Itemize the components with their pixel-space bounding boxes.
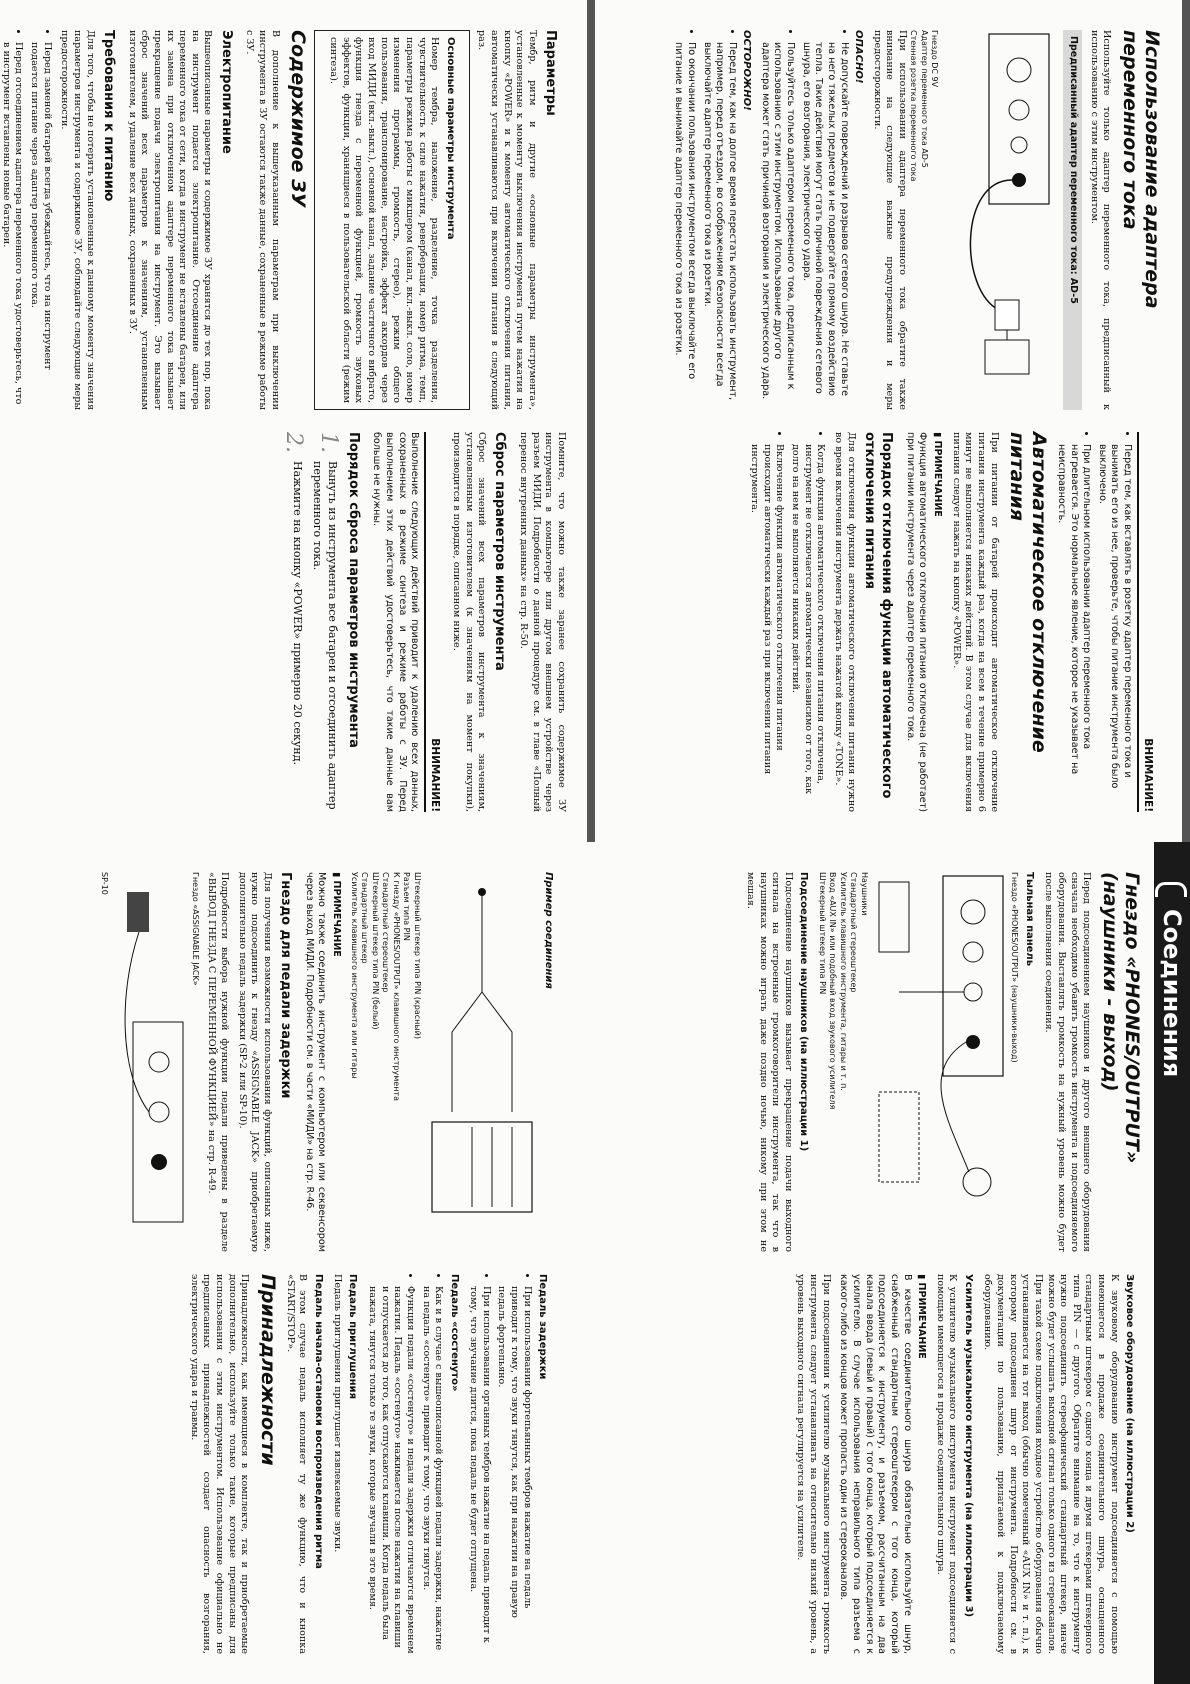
disable-list [747, 432, 826, 812]
auto-off-text: При питании от батарей происходит автоматическое отключение питания инструмента каждый раз, когда на всем в течение примерно 6 минут не выполняется никаких действий. В этом случае для включения питания следует нажать на кнопку «POWER». [950, 432, 1000, 812]
conn3-note: В качестве соединительного шнура обязательно используйте шнур, снабженный стандартным стереоштекером с того конца, который подсоединяется к инструменту, и разъемом, рассчитанным на два канала ввода (левый и правый) с того конца, который подсоединяется к усилителю. В случае использования неправильного типа разъема с какого-либо из концов может пропасть один из стереоканалов. [838, 1274, 913, 1654]
careful-list [672, 30, 738, 410]
disable-text: Для отключения функции автоматического отключения питания нужно во время включения инструмента держать нажатой кнопку «TONE». [833, 432, 857, 812]
step-1 [310, 432, 339, 812]
danger-heading: ОПАСНО! [852, 30, 864, 84]
requirements-after: Помните, что можно также заранее сохранить содержимое ЗУ инструмента в компьютере или другом внешнем устройстве через разъем МИДИ. Подробности о данной процедуре см. в главе «Полный перенос внутренних данных» на стр. R-50. [518, 432, 567, 812]
amp-left-label: Усилитель клавишного инструмента, гитары и т. п. [838, 872, 848, 1091]
list-item: • Когда функция автоматического отключения питания отключена, инструмент не отключается автоматически независимо от того, как долго на нем не выполняется никаких действий. [788, 444, 826, 812]
auto-off-note-heading: ▮ ПРИМЕЧАНИЕ [930, 432, 943, 812]
midi-note-heading: ▮ ПРИМЕЧАНИЕ [329, 872, 342, 1252]
caution-intro: При использовании адаптера переменного тока обратите также внимание на следующие важные предупреждения и меры предосторожности. [871, 30, 908, 410]
list-item: • Не допускайте повреждений и разрывов сетевого шнура. Не ставьте на него тяжелых предметов и не подвергайте прямому воздействию тепла. Такие действия могут стать причиной повреждения сетевого шнура, его возгорания, электрического удара. [799, 42, 850, 410]
sustain-more: Подробности выбора нужной функции педали приведены в разделе «ВЫВОД ГНЕЗДА С ПЕРЕМЕННОЙ ФУНКЦИЕЙ» на стр. R-49. [206, 872, 231, 1252]
aux-label: Вход «AUX IN» или подобный вход звукового усилителя [828, 872, 838, 1110]
pane-connections [595, 842, 1190, 1684]
accessories-text: Принадлежности, как имеющиеся в комплекте, так и приобретаемые дополнительно, используйте только такие, которые предписаны для использования с этим инструментом. Использование официально не предписанных принадлежностей создает опасность возгорания, электрического удара и травмы. [188, 1274, 251, 1654]
adapter-label: Адаптер переменного тока AD-5 [919, 30, 929, 168]
conn3-after: При подсоединении к усилителю музыкального инструмента громкость инструмента следует устанавливать на относительно низкий уровень, а уровень выходного сигнала регулируется на усилителе. [795, 1274, 832, 1654]
section-title-ac-adapter: Использование адаптера переменного тока [1119, 30, 1163, 309]
soft-title: Педаль приглушения [347, 1274, 359, 1399]
delay-list [467, 1274, 533, 1654]
dc-jack-label: Гнездо DC 9V [930, 30, 940, 88]
step-number: 2. [280, 432, 306, 453]
std-stereo-label: Стандартный стереоштекер [381, 872, 391, 993]
adapter-band: Предписанный адаптер переменного тока: AD-5 [1063, 30, 1082, 410]
pane-parameters [0, 0, 595, 842]
adapter-diagram [908, 30, 1060, 410]
list-item: • Перед отсоединением адаптера переменного тока удостоверьтесь, что в инструмент вставлены новые батареи. [0, 42, 24, 410]
requirements-list [0, 30, 53, 410]
headphones-label: Наушники [859, 872, 869, 916]
list-item: • При длительном использовании адаптер переменного тока нагревается. Это нормальное явление, которое не указывает на неисправность. [1054, 444, 1092, 812]
column-left [617, 30, 1162, 410]
conn3-title: Усилитель музыкального инструмента (на иллюстрации 3) [962, 1274, 974, 1618]
midi-note: Можно также соединить инструмент с компьютером или секвенсором через выход МИДИ. Подробности см. в части «МИДИ» на стр. R-46. [303, 872, 328, 1252]
column-right [22, 1274, 555, 1654]
pane-ac-adapter [595, 0, 1190, 842]
requirements-text: Для того, чтобы не потерять установленные к данному моменту значения параметров инструмента и содержимое ЗУ, соблюдайте следующие меры предосторожности. [59, 30, 96, 410]
example-diagram [422, 872, 542, 1252]
reset-text: Сброс значений всех параметров инструмента к значениям, установленным изготовителем (к значениям на момент покупки), производится в порядке, описанном ниже. [450, 432, 488, 812]
column-right [22, 432, 567, 812]
pin-plug-label: Штекерный штекер типа PIN [817, 872, 827, 995]
accessories-title: Принадлежности [257, 1274, 280, 1466]
startstop-title: Педаль начала-остановки воспроизведения ритма [312, 1274, 324, 1569]
conn1-text: Подсоединение наушников вызывает прекращение подачи выходного сигнала на встроенные громкоговорители инструмента, так что в наушниках можно играть даже поздно ночью, никому при этом не мешая. [745, 872, 795, 1252]
reset-warning: Выполнение следующих действий приводит к удалению всех данных, сохраненных в режиме синтеза и режиме работы с ЗУ. Перед выполнением этих действий удостоверьтесь, что такие данные вам больше не нужны. [371, 432, 421, 812]
basic-params-title: Основные параметры инструмента [444, 37, 456, 240]
stereo-plug-label: Стандартный стереоштекер [849, 872, 859, 993]
section-title-auto-off: Автоматическое отключение питания [1006, 432, 1051, 753]
list-item: • Функция педали «состенуто» и педали задержки отличаются временем нажатия. Педаль «состенуто» нажимается после нажатия на клавиши и отпускается до того, как отпускаются клавиши. Когда педаль была нажата, тянутся только те звуки, которые звучали в это время. [365, 1286, 416, 1654]
sostenuto-list [365, 1274, 444, 1654]
danger-list [758, 30, 850, 410]
back-panel-label: Тыльная панель [1023, 872, 1035, 967]
startstop-text: В этом случае педаль исполняет ту же функцию, что и кнопка «START/STOP». [284, 1274, 309, 1654]
to-jack-label: К гнезду «PHONES/OUTPUT» клавишного инструмента [391, 872, 401, 1101]
params-title: Параметры [543, 30, 558, 116]
basic-params-box [314, 30, 469, 410]
reset-title: Сброс параметров инструмента [492, 432, 508, 671]
power-text: Вышеописанные параметры и содержимое ЗУ хранятся до тех пор, пока на инструмент подается электропитание. Отсоединение адаптера переменного тока от сети, когда в инструмент не вставлены батареи, или их замена при отключенном адаптере переменного тока вызывает прекращение подачи электропитания на инструмент. Это вызывает сброс значений всех параметров к значениям, установленным изготовителем, и удаление всех данных, сохраненных в ЗУ. [126, 30, 214, 410]
attention-list [1054, 432, 1133, 812]
assign-diagram [109, 872, 189, 1252]
sostenuto-title: Педаль «состенуто» [448, 1274, 460, 1392]
sp10-label: SP-10 [100, 872, 110, 895]
pin-red-label: Штекерный штекер типа PIN (красный) [412, 872, 422, 1039]
list-item: • Перед тем, как вставлять в розетку адаптер переменного тока и вынимать его из нее, проверьте, чтобы питание инструмента было выключено. [1095, 444, 1133, 812]
list-item: • При использовании фортепьянных тембров нажатие на педаль приводит к тому, что звуки тянутся, как при нажатии на правую педаль фортепьяно. [495, 1286, 533, 1654]
pin-white-label: Штекерный штекер типа PIN (белый) [370, 872, 380, 1030]
phones-title: Гнездо «PHONES/OUTPUT» (наушники - выход) [1099, 872, 1143, 1164]
intro-text: Используйте только адаптер переменного тока, предписанный к использованию с этим инструментом. [1088, 30, 1113, 410]
params-text: Тембр, ритм и другие «основные параметры инструмента», установленные к моменту выключения инструмента путем нажатия на кнопку «POWER» и к моменту автоматического отключения питания, автоматически устанавливаются при включении питания в следующий раз. [476, 30, 538, 410]
list-item: • Перед тем, как на долгое время перестать использовать инструмент, например, перед отъездом, во соображениям безопасности всегда выключайте адаптер переменного тока из розетки. [700, 42, 738, 410]
column-left [0, 30, 567, 410]
column-right [617, 1274, 1142, 1654]
conn2-title: Звуковое оборудование (на иллюстрации 2) [1124, 1274, 1135, 1533]
reset-attention-heading: ВНИМАНИЕ! [424, 432, 441, 812]
list-item: • При использовании органных тембров нажатие на педаль приводит к тому, что звучание длится, пока педаль не будет отпущена. [467, 1286, 492, 1654]
step-2 [282, 432, 304, 812]
step-text: Нажмите на кнопку «POWER» примерно 20 секунд. [290, 461, 304, 766]
list-item: • Перед заменой батарей всегда убеждайтесь, что на инструмент подается питание через адаптер переменного тока. [27, 42, 52, 410]
soft-text: Педаль приглушения приглушает извлекаемые звуки. [332, 1274, 344, 1553]
conn3-text: К усилителю музыкального инструмента инструмент подсоединяется с помощью имеющегося в продаже соединительного шнура. [934, 1274, 959, 1654]
list-item: • Пользуйтесь только адаптером переменного тока, предписанным к использованию с этим инструментом. Использование другого адаптера может стать причиной возгорания и электрического удара. [758, 42, 796, 410]
column-left [617, 872, 1142, 1252]
reset-order-title: Порядок сброса параметров инструмента [345, 432, 361, 748]
memory-title: Содержимое ЗУ [287, 30, 310, 208]
assign-caption: Гнездо «ASSIGNABLE JACK» [190, 872, 200, 986]
column-right [617, 432, 1162, 812]
pin-socket-label: Разъем типа PIN [402, 872, 412, 941]
conn3-note-heading: ▮ ПРИМЕЧАНИЕ [915, 1274, 928, 1654]
list-item: • По окончании пользования инструментом всегда выключайте его питание и вынимайте адаптер переменного тока из розетки. [672, 42, 697, 410]
requirements-title: Требования к питанию [100, 30, 116, 202]
step-text: Вынуть из инструмента все батареи и отсоединить адаптер переменного тока. [311, 461, 339, 810]
disable-title: Порядок отключения функции автоматического отключения питания [861, 432, 895, 799]
phones-diagram [869, 872, 1009, 1252]
example-title: Пример соединения [543, 872, 554, 989]
delay-title: Педаль задержки [537, 1274, 548, 1380]
memory-text: В дополнение к вышеуказанным параметрам при выключении инструмента в ЗУ остаются также данные, сохраненные в режиме работы с ЗУ. [244, 30, 281, 410]
conn2-text: К звуковому оборудованию инструмент подсоединяется с помощью имеющегося в продаже соединительного шнура, оснащенного стандартным штекером с одного конца и двумя штекерами штекерного типа PIN — с другого. Обратите внимание на то, что к инструменту нужно подсоединить стереофонический стандартный штекер, иначе можно будет услышать выходной сигнал только одного из стереоканалов. При такой схеме подключения входное устройство оборудования обычно устанавливается на тот выход (обычно помеченный «AUX IN» и т. п.), к которому подсоединен шнур от инструмента. Подробности см. в документации по пользованию, прилагаемой к подключаемому оборудованию. [982, 1274, 1120, 1654]
phones-text: Перед подсоединением наушников и другого внешнего оборудования сначала необходимо убавить громкость инструмента и подсоединяемого оборудования. Выставлять громкость на нужный уровень можно будет после выполнения соединения. [1043, 872, 1093, 1252]
tab-label: Соединения [1158, 909, 1186, 1078]
basic-params-text: Номер тембра, наложение, разделение, точка разделения, чувствительность к силе нажатия, реверберация, номер ритма, темп, параметры режима работы с микшером (канал, вкл.-выкл. соло, номер изменения программы, громкость, стерео), режим общего пользования, транспонирование, настройка, эффект аккордов через вход МИДИ (вкл.-выкл.), основной канал, задание частичного вибрато, функция гнезда с переменной функцией, громкость звуковых эффектов, функции, хранящиеся в пользовательской области (режим синтеза). [328, 37, 441, 403]
careful-heading: ОСТОРОЖНО! [741, 30, 753, 111]
sustain-text: Для получения возможности использования функций, описанных ниже, нужно подсоединить к гнезду «ASSIGNABLE JACK» приобретаемую дополнительно педаль задержки (SP-2 или SP-10). [236, 872, 273, 1252]
phones-jack-caption: Гнездо «PHONES/OUTPUT» (наушники-выход) [1010, 872, 1020, 1063]
column-left [22, 872, 555, 1252]
outlet-label: Стенная розетка переменного тока [909, 30, 919, 182]
sustain-title: Гнездо для педали задержки [278, 872, 294, 1099]
conn1-title: Подсоединение наушников (на иллюстрации 1) [798, 872, 810, 1152]
attention-heading: ВНИМАНИЕ! [1137, 432, 1154, 812]
pane-accessories [0, 842, 595, 1684]
list-item: • Как и в случае с вышеописанной функцией педали задержки, нажатие на педаль «состенуто» приводит к тому, что звуки тянутся. [419, 1286, 444, 1654]
std-plug-label: Стандартный штекер [360, 872, 370, 964]
amp-label: Усилитель клавишного инструмента или гитары [349, 872, 359, 1079]
auto-off-note: Функция автоматического отключения питания отключена (не работает) при питании инструмента через адаптер переменного тока. [904, 432, 929, 812]
step-number: 1. [315, 432, 341, 453]
list-item: • Включение функции автоматического отключения питания происходит автоматически каждый раз при включении питания инструмента. [747, 444, 785, 812]
power-title: Электропитание [218, 30, 234, 154]
